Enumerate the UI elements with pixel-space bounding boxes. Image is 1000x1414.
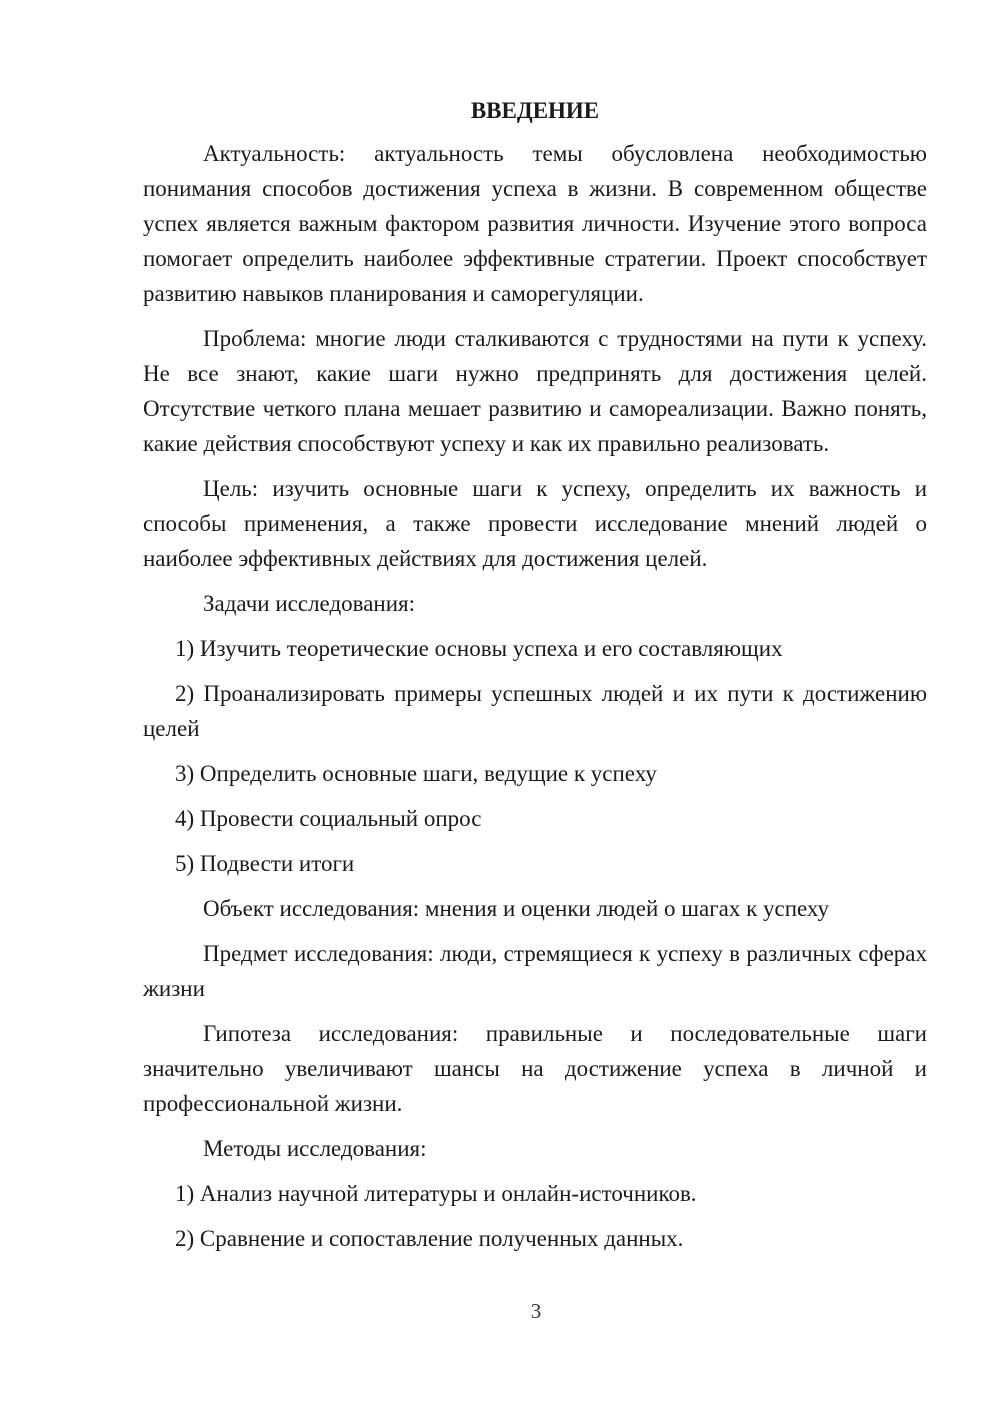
method-item-1: 1) Анализ научной литературы и онлайн-источников. — [175, 1181, 697, 1206]
section-heading: ВВЕДЕНИЕ — [470, 98, 600, 123]
document-body — [143, 93, 927, 1266]
problem-paragraph: Проблема: многие люди сталкиваются с трудностями на пути к успеху. Не все знают, какие шаги нужно предпринять для достижения целей. Отсутствие четкого плана мешает развитию и самореализации. Важно понять, какие действия способствуют успеху и как их правильно реализовать. — [143, 326, 927, 456]
relevance-paragraph: Актуальность: актуальность темы обусловлена необходимостью понимания способов достижения успеха в жизни. В современном обществе успех является важным фактором развития личности. Изучение этого вопроса помогает определить наиболее эффективные стратегии. Проект способствует развитию навыков планирования и саморегуляции. — [143, 141, 927, 306]
page-number: 3 — [530, 1299, 542, 1323]
methods-title: Методы исследования: — [203, 1136, 427, 1161]
tasks-title: Задачи исследования: — [203, 591, 416, 616]
task-item-1: 1) Изучить теоретические основы успеха и его составляющих — [175, 636, 783, 661]
object-paragraph: Объект исследования: мнения и оценки людей о шагах к успеху — [203, 896, 830, 921]
task-item-4: 4) Провести социальный опрос — [175, 806, 482, 831]
goal-paragraph: Цель: изучить основные шаги к успеху, определить их важность и способы применения, а также провести исследование мнений людей о наиболее эффективных действиях для достижения целей. — [143, 476, 927, 571]
hypothesis-paragraph: Гипотеза исследования: правильные и последовательные шаги значительно увеличивают шансы на достижение успеха в личной и профессиональной жизни. — [143, 1021, 927, 1116]
method-item-2: 2) Сравнение и сопоставление полученных данных. — [175, 1226, 684, 1251]
task-item-5: 5) Подвести итоги — [175, 851, 355, 876]
task-item-2: 2) Проанализировать примеры успешных людей и их пути к достижению целей — [143, 681, 927, 741]
subject-paragraph: Предмет исследования: люди, стремящиеся к успеху в различных сферах жизни — [143, 941, 927, 1001]
task-item-3: 3) Определить основные шаги, ведущие к успеху — [175, 761, 657, 786]
